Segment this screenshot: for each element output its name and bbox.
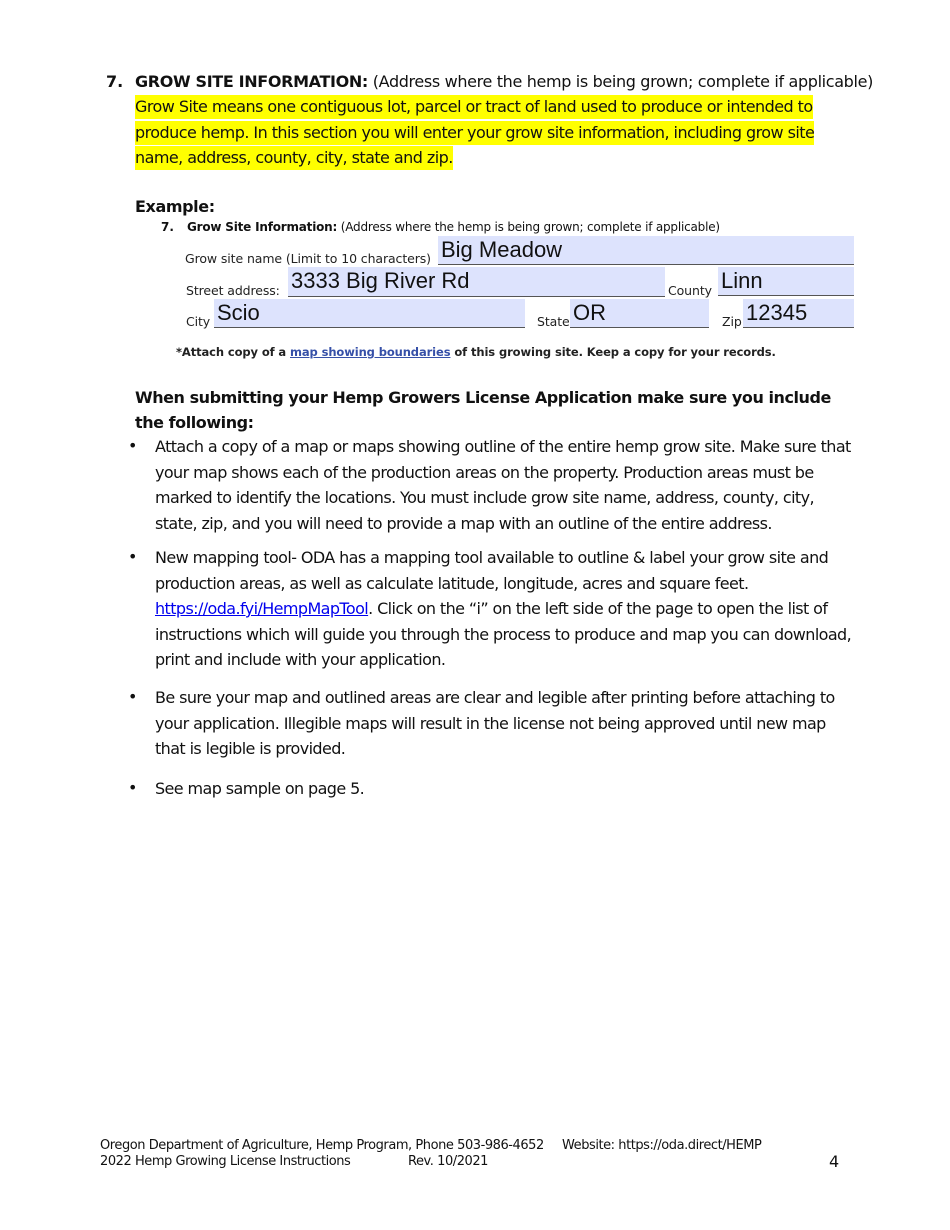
bullet-icon: • bbox=[128, 436, 138, 455]
footer-revision: Rev. 10/2021 bbox=[408, 1154, 489, 1169]
city-field[interactable]: Scio bbox=[214, 299, 525, 328]
section-title: GROW SITE INFORMATION: bbox=[135, 72, 368, 91]
item-text: . Click on the “i” on the left side of the page to open the list of instructions which will guide you through the process to produce and map you can download, print and include with your application. bbox=[155, 599, 852, 669]
map-showing-boundaries-link[interactable]: map showing boundaries bbox=[290, 345, 451, 359]
state-label: State bbox=[537, 314, 570, 329]
attach-map-note bbox=[176, 345, 776, 359]
grow-site-name-field[interactable]: Big Meadow bbox=[438, 236, 854, 265]
section-subtitle: (Address where the hemp is being grown; complete if applicable) bbox=[372, 72, 873, 91]
bullet-icon: • bbox=[128, 547, 138, 566]
county-label: County bbox=[668, 283, 712, 298]
highlighted-definition bbox=[135, 94, 847, 171]
state-field[interactable]: OR bbox=[570, 299, 709, 328]
checklist-item bbox=[155, 545, 855, 673]
street-address-field[interactable]: 3333 Big River Rd bbox=[288, 267, 665, 297]
example-form-number: 7. bbox=[161, 220, 174, 234]
note-suffix: of this growing site. Keep a copy for your records. bbox=[450, 345, 776, 359]
section-number: 7. bbox=[106, 72, 124, 91]
footer-contact: Oregon Department of Agriculture, Hemp Program, Phone 503-986-4652 bbox=[100, 1138, 544, 1153]
bullet-icon: • bbox=[128, 778, 138, 797]
hemp-map-tool-link[interactable]: https://oda.fyi/HempMapTool bbox=[155, 599, 369, 618]
page-number: 4 bbox=[829, 1152, 840, 1171]
note-prefix: *Attach copy of a bbox=[176, 345, 290, 359]
example-label: Example: bbox=[135, 197, 215, 216]
footer-website: Website: https://oda.direct/HEMP bbox=[562, 1138, 762, 1153]
checklist-item: Be sure your map and outlined areas are clear and legible after printing before attaching to your application. Illegible maps will result in the license not being approved until new map that is legible is provided. bbox=[155, 688, 835, 758]
zip-field[interactable]: 12345 bbox=[743, 299, 854, 328]
city-label: City bbox=[186, 314, 211, 329]
example-form-heading bbox=[187, 220, 720, 234]
checklist-item: See map sample on page 5. bbox=[155, 779, 365, 798]
checklist-heading: When submitting your Hemp Growers License Application make sure you include the following: bbox=[135, 388, 831, 432]
zip-label: Zip bbox=[722, 314, 742, 329]
footer-doc-title: 2022 Hemp Growing License Instructions bbox=[100, 1154, 351, 1169]
highlight-text: Grow Site means one contiguous lot, parcel or tract of land used to produce or intended to produce hemp. In this section you will enter your grow site information, including grow site name, address, county, city, state and zip. bbox=[135, 95, 814, 170]
section-heading bbox=[135, 72, 873, 91]
example-form-subtitle: (Address where the hemp is being grown; complete if applicable) bbox=[340, 220, 720, 234]
bullet-icon: • bbox=[128, 687, 138, 706]
checklist-item: Attach a copy of a map or maps showing outline of the entire hemp grow site. Make sure that your map shows each of the production areas on the property. Production areas must be marked to identify the locations. You must include grow site name, address, county, city, state, zip, and you will need to provide a map with an outline of the entire address. bbox=[155, 437, 851, 533]
county-field[interactable]: Linn bbox=[718, 267, 854, 296]
street-address-label: Street address: bbox=[186, 283, 280, 298]
example-form-title: Grow Site Information: bbox=[187, 220, 338, 234]
item-text: New mapping tool- ODA has a mapping tool available to outline & label your grow site and production areas, as well as calculate latitude, longitude, acres and square feet. bbox=[155, 548, 829, 593]
grow-site-name-label: Grow site name (Limit to 10 characters) bbox=[185, 251, 431, 266]
